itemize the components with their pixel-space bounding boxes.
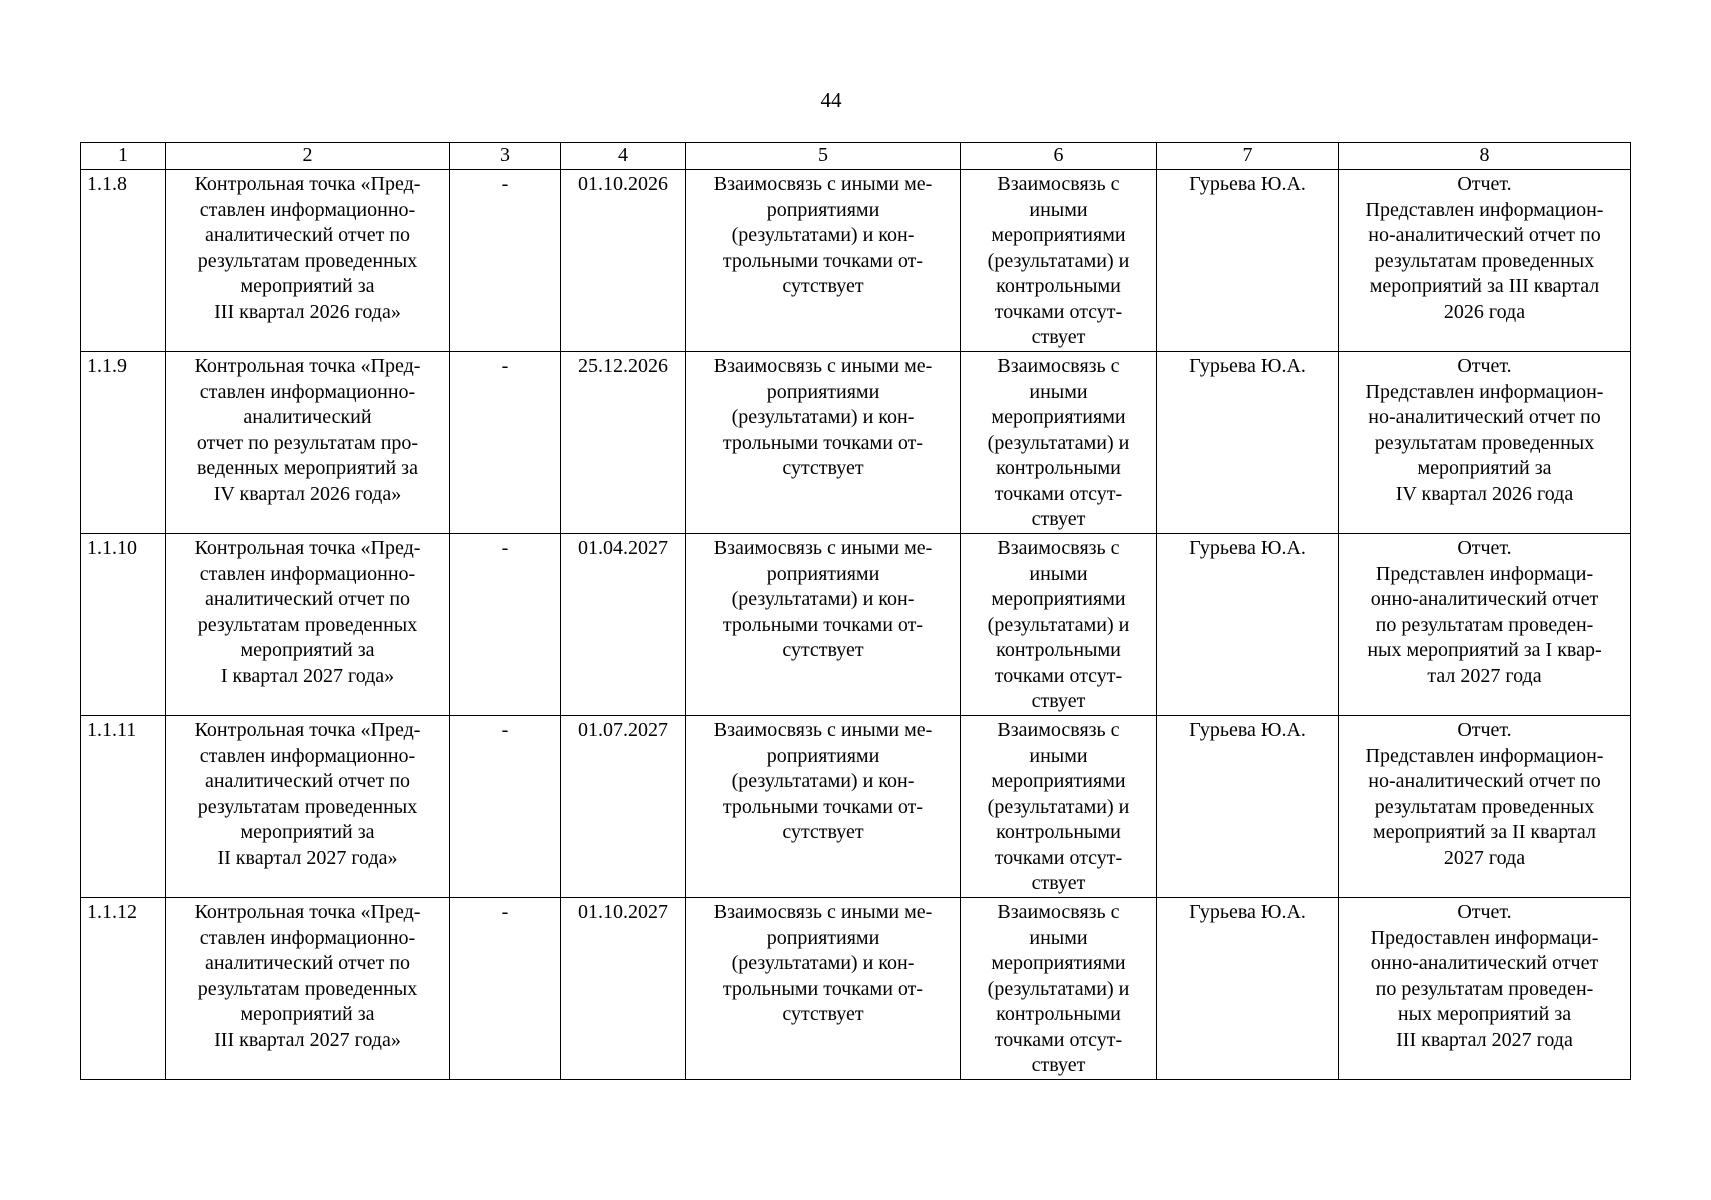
- column-header: 6: [961, 143, 1157, 170]
- relation-short-cell-line: мероприятиями: [991, 952, 1126, 974]
- relation-short-cell-line: ствует: [1031, 326, 1086, 348]
- relation-cell-line: Взаимосвязь с иными ме-: [713, 901, 933, 923]
- control-point-name-cell-line: II квартал 2027 года»: [217, 846, 398, 869]
- result-cell-line: Представлен информацион-: [1365, 198, 1604, 221]
- control-point-name-cell-line: мероприятий за: [240, 639, 375, 661]
- relation-cell-line: (результатами) и кон-: [731, 588, 915, 610]
- relation-short-cell-line: точками отсут-: [994, 846, 1123, 869]
- relation-cell: [686, 170, 961, 352]
- relation-cell-line: сутствует: [782, 639, 864, 661]
- control-points-table: [80, 142, 1631, 1080]
- control-point-name-cell-line: отчет по результатам про-: [196, 431, 419, 454]
- relation-cell-line: (результатами) и кон-: [731, 406, 915, 428]
- relation-short-cell-line: точками отсут-: [994, 482, 1123, 505]
- result-cell-line: тал 2027 года: [1427, 664, 1542, 687]
- control-point-name-cell-line: аналитический отчет по: [204, 952, 411, 974]
- table-row: [81, 716, 1631, 898]
- control-point-name-cell-line: Контрольная точка «Пред-: [194, 719, 421, 741]
- control-point-name-cell-line: ставлен информационно-: [199, 380, 416, 403]
- relation-short-cell: [961, 170, 1157, 352]
- relation-short-cell-line: ствует: [1031, 1054, 1086, 1076]
- column-header: 8: [1339, 143, 1631, 170]
- table-row: [81, 170, 1631, 352]
- result-cell-line: III квартал 2027 года: [1396, 1028, 1573, 1051]
- relation-short-cell-line: иными: [1029, 198, 1088, 221]
- result-cell-line: онно-аналитический отчет: [1370, 952, 1599, 974]
- relation-short-cell-line: Взаимосвязь с: [997, 355, 1120, 377]
- control-point-name-cell-line: IV квартал 2026 года»: [213, 482, 402, 505]
- control-point-name-cell: [166, 170, 450, 352]
- relation-cell-line: трольными точками от-: [722, 249, 924, 272]
- column-3-cell: -: [450, 170, 561, 352]
- relation-short-cell-line: (результатами) и: [987, 795, 1130, 818]
- relation-cell: [686, 534, 961, 716]
- control-point-name-cell-line: ставлен информационно-: [199, 744, 416, 767]
- control-point-name-cell-line: Контрольная точка «Пред-: [194, 537, 421, 559]
- control-point-name-cell: [166, 716, 450, 898]
- responsible-cell: Гурьева Ю.А.: [1157, 716, 1339, 898]
- relation-short-cell-line: ствует: [1031, 508, 1086, 530]
- column-number-row: [81, 143, 1631, 170]
- relation-short-cell-line: мероприятиями: [991, 770, 1126, 792]
- result-cell-line: но-аналитический отчет по: [1368, 770, 1601, 792]
- relation-cell-line: роприятиями: [766, 744, 880, 767]
- relation-short-cell-line: (результатами) и: [987, 249, 1130, 272]
- column-header: 4: [561, 143, 686, 170]
- column-3-cell: -: [450, 716, 561, 898]
- column-header: 7: [1157, 143, 1339, 170]
- relation-short-cell-line: иными: [1029, 926, 1088, 949]
- result-cell-line: ных мероприятий за: [1397, 1003, 1572, 1025]
- relation-short-cell-line: контрольными: [996, 639, 1121, 661]
- column-header: 5: [686, 143, 961, 170]
- relation-short-cell-line: мероприятиями: [991, 406, 1126, 428]
- relation-short-cell-line: точками отсут-: [994, 1028, 1123, 1051]
- item-number-cell: 1.1.9: [81, 352, 166, 534]
- page-number: 44: [820, 88, 842, 112]
- relation-cell-line: сутствует: [782, 1003, 864, 1025]
- responsible-cell: Гурьева Ю.А.: [1157, 534, 1339, 716]
- relation-cell-line: Взаимосвязь с иными ме-: [713, 355, 933, 377]
- relation-cell-line: трольными точками от-: [722, 795, 924, 818]
- relation-cell-line: роприятиями: [766, 380, 880, 403]
- relation-short-cell-line: мероприятиями: [991, 224, 1126, 246]
- control-point-name-cell-line: III квартал 2027 года»: [214, 1028, 401, 1051]
- result-cell-line: мероприятий за III квартал: [1369, 275, 1600, 297]
- control-point-name-cell-line: аналитический отчет по: [204, 588, 411, 610]
- relation-short-cell-line: ствует: [1031, 690, 1086, 712]
- control-point-name-cell-line: I квартал 2027 года»: [220, 664, 395, 687]
- table-row: [81, 534, 1631, 716]
- result-cell-line: Представлен информацион-: [1365, 744, 1604, 767]
- result-cell-line: по результатам проведен-: [1375, 977, 1594, 1000]
- relation-cell-line: трольными точками от-: [722, 613, 924, 636]
- relation-cell: [686, 352, 961, 534]
- column-3-cell: -: [450, 534, 561, 716]
- result-cell-line: 2027 года: [1443, 846, 1526, 869]
- relation-short-cell-line: Взаимосвязь с: [997, 537, 1120, 559]
- control-point-name-cell-line: результатам проведенных: [197, 795, 418, 818]
- result-cell-line: Представлен информацион-: [1365, 380, 1604, 403]
- column-header: 2: [166, 143, 450, 170]
- result-cell: [1339, 898, 1631, 1080]
- responsible-cell: Гурьева Ю.А.: [1157, 352, 1339, 534]
- relation-short-cell-line: Взаимосвязь с: [997, 173, 1120, 195]
- relation-cell-line: Взаимосвязь с иными ме-: [713, 537, 933, 559]
- column-header: 3: [450, 143, 561, 170]
- control-point-name-cell-line: аналитический: [243, 406, 372, 428]
- relation-short-cell-line: контрольными: [996, 821, 1121, 843]
- result-cell-line: IV квартал 2026 года: [1395, 482, 1574, 505]
- relation-short-cell: [961, 898, 1157, 1080]
- control-point-name-cell-line: Контрольная точка «Пред-: [194, 901, 421, 923]
- control-point-name-cell-line: Контрольная точка «Пред-: [194, 173, 421, 195]
- relation-cell: [686, 898, 961, 1080]
- control-point-name-cell-line: Контрольная точка «Пред-: [194, 355, 421, 377]
- relation-short-cell-line: иными: [1029, 380, 1088, 403]
- result-cell-line: Отчет.: [1457, 719, 1512, 741]
- result-cell-line: результатам проведенных: [1374, 249, 1595, 272]
- table-body: [81, 170, 1631, 1080]
- relation-short-cell-line: точками отсут-: [994, 664, 1123, 687]
- column-3-cell: -: [450, 352, 561, 534]
- result-cell-line: мероприятий за II квартал: [1373, 821, 1596, 843]
- relation-short-cell-line: (результатами) и: [987, 431, 1130, 454]
- date-cell: 01.04.2027: [561, 534, 686, 716]
- date-cell: 01.07.2027: [561, 716, 686, 898]
- control-point-name-cell-line: мероприятий за: [240, 821, 375, 843]
- relation-cell-line: Взаимосвязь с иными ме-: [713, 719, 933, 741]
- result-cell-line: по результатам проведен-: [1375, 613, 1594, 636]
- relation-cell-line: (результатами) и кон-: [731, 952, 915, 974]
- date-cell: 01.10.2026: [561, 170, 686, 352]
- result-cell-line: Представлен информаци-: [1375, 562, 1594, 585]
- result-cell-line: результатам проведенных: [1374, 795, 1595, 818]
- result-cell-line: Отчет.: [1457, 537, 1512, 559]
- table-row: [81, 352, 1631, 534]
- control-point-name-cell-line: ставлен информационно-: [199, 926, 416, 949]
- control-point-name-cell: [166, 898, 450, 1080]
- date-cell: 25.12.2026: [561, 352, 686, 534]
- relation-short-cell-line: (результатами) и: [987, 613, 1130, 636]
- control-point-name-cell-line: III квартал 2026 года»: [214, 300, 401, 323]
- result-cell-line: ных мероприятий за I квар-: [1367, 639, 1602, 661]
- relation-cell-line: сутствует: [782, 275, 864, 297]
- relation-cell-line: роприятиями: [766, 926, 880, 949]
- control-point-name-cell: [166, 534, 450, 716]
- relation-short-cell-line: контрольными: [996, 457, 1121, 479]
- control-point-name-cell-line: ставлен информационно-: [199, 562, 416, 585]
- relation-cell-line: (результатами) и кон-: [731, 224, 915, 246]
- control-point-name-cell-line: результатам проведенных: [197, 249, 418, 272]
- result-cell-line: Предоставлен информаци-: [1370, 926, 1599, 949]
- relation-short-cell: [961, 352, 1157, 534]
- result-cell-line: Отчет.: [1457, 901, 1512, 923]
- relation-short-cell-line: контрольными: [996, 1003, 1121, 1025]
- column-3-cell: -: [450, 898, 561, 1080]
- relation-short-cell: [961, 534, 1157, 716]
- relation-short-cell-line: иными: [1029, 562, 1088, 585]
- relation-cell-line: роприятиями: [766, 198, 880, 221]
- relation-short-cell-line: мероприятиями: [991, 588, 1126, 610]
- relation-short-cell-line: контрольными: [996, 275, 1121, 297]
- relation-short-cell-line: Взаимосвязь с: [997, 901, 1120, 923]
- result-cell-line: Отчет.: [1457, 173, 1512, 195]
- item-number-cell: 1.1.8: [81, 170, 166, 352]
- result-cell: [1339, 716, 1631, 898]
- result-cell: [1339, 534, 1631, 716]
- result-cell: [1339, 352, 1631, 534]
- control-point-name-cell-line: результатам проведенных: [197, 613, 418, 636]
- column-header: 1: [81, 143, 166, 170]
- relation-cell-line: сутствует: [782, 457, 864, 479]
- control-point-name-cell-line: ставлен информационно-: [199, 198, 416, 221]
- control-point-name-cell-line: аналитический отчет по: [204, 770, 411, 792]
- relation-short-cell-line: иными: [1029, 744, 1088, 767]
- control-point-name-cell-line: мероприятий за: [240, 275, 375, 297]
- relation-short-cell-line: ствует: [1031, 872, 1086, 894]
- relation-cell: [686, 716, 961, 898]
- control-point-name-cell-line: веденных мероприятий за: [197, 457, 418, 479]
- result-cell-line: онно-аналитический отчет: [1370, 588, 1599, 610]
- relation-cell-line: Взаимосвязь с иными ме-: [713, 173, 933, 195]
- result-cell-line: мероприятий за: [1417, 457, 1552, 479]
- result-cell: [1339, 170, 1631, 352]
- control-point-name-cell: [166, 352, 450, 534]
- item-number-cell: 1.1.10: [81, 534, 166, 716]
- result-cell-line: но-аналитический отчет по: [1368, 224, 1601, 246]
- responsible-cell: Гурьева Ю.А.: [1157, 898, 1339, 1080]
- relation-cell-line: (результатами) и кон-: [731, 770, 915, 792]
- result-cell-line: Отчет.: [1457, 355, 1512, 377]
- relation-cell-line: сутствует: [782, 821, 864, 843]
- relation-cell-line: трольными точками от-: [722, 977, 924, 1000]
- result-cell-line: но-аналитический отчет по: [1368, 406, 1601, 428]
- control-point-name-cell-line: мероприятий за: [240, 1003, 375, 1025]
- relation-cell-line: трольными точками от-: [722, 431, 924, 454]
- table-row: [81, 898, 1631, 1080]
- date-cell: 01.10.2027: [561, 898, 686, 1080]
- item-number-cell: 1.1.11: [81, 716, 166, 898]
- control-point-name-cell-line: аналитический отчет по: [204, 224, 411, 246]
- result-cell-line: 2026 года: [1443, 300, 1526, 323]
- result-cell-line: результатам проведенных: [1374, 431, 1595, 454]
- relation-short-cell-line: (результатами) и: [987, 977, 1130, 1000]
- relation-cell-line: роприятиями: [766, 562, 880, 585]
- relation-short-cell-line: Взаимосвязь с: [997, 719, 1120, 741]
- item-number-cell: 1.1.12: [81, 898, 166, 1080]
- relation-short-cell: [961, 716, 1157, 898]
- relation-short-cell-line: точками отсут-: [994, 300, 1123, 323]
- responsible-cell: Гурьева Ю.А.: [1157, 170, 1339, 352]
- control-point-name-cell-line: результатам проведенных: [197, 977, 418, 1000]
